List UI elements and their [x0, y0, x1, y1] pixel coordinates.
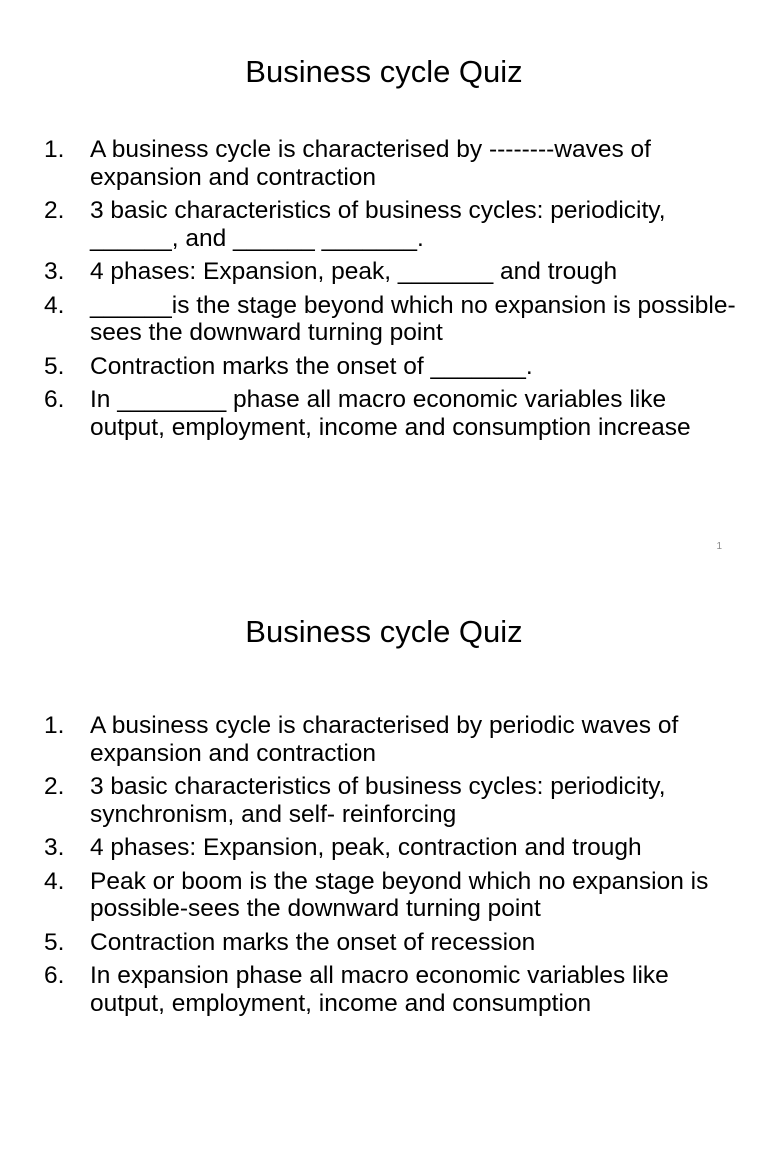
answer-list: [44, 712, 744, 1023]
question-text: Contraction marks the onset of _______.: [90, 352, 533, 380]
question-number: 6.: [44, 386, 65, 413]
answer-item: [44, 773, 744, 828]
answer-text: In expansion phase all macro economic variables like output, employment, income and consumption: [90, 962, 669, 1017]
answer-number: 2.: [44, 773, 65, 800]
answer-number: 6.: [44, 962, 65, 989]
question-number: 4.: [44, 291, 65, 319]
answer-number: 4.: [44, 867, 65, 895]
answer-item: [44, 712, 744, 767]
question-item: [44, 136, 744, 191]
question-text: 4 phases: Expansion, peak, _______ and trough: [90, 258, 618, 285]
answer-item: [44, 868, 744, 923]
question-text: 3 basic characteristics of business cycles: periodicity, ______, and ______ _______.: [90, 197, 666, 252]
answer-text: Contraction marks the onset of recession: [90, 928, 536, 956]
answer-number: 5.: [44, 928, 65, 956]
answer-number: 3.: [44, 834, 65, 861]
answer-item: [44, 834, 744, 862]
question-item: [44, 197, 744, 252]
answer-text: A business cycle is characterised by periodic waves of expansion and contraction: [90, 712, 679, 767]
answer-text: 3 basic characteristics of business cycles: periodicity, synchronism, and self- reinforcing: [90, 773, 666, 828]
answer-slide: [0, 576, 768, 1152]
question-text: In ________ phase all macro economic variables like output, employment, income and consumption increase: [90, 386, 691, 441]
answer-text: 4 phases: Expansion, peak, contraction and trough: [90, 834, 642, 861]
question-item: [44, 258, 744, 286]
slide-title: Business cycle Quiz: [245, 54, 523, 89]
question-number: 1.: [44, 136, 65, 163]
answer-item: [44, 962, 744, 1017]
question-number: 2.: [44, 197, 65, 224]
question-list: [44, 136, 744, 447]
question-item: [44, 386, 744, 441]
answer-item: [44, 929, 744, 957]
question-item: [44, 292, 744, 347]
answer-number: 1.: [44, 712, 65, 739]
question-number: 3.: [44, 258, 65, 285]
question-item: [44, 353, 744, 381]
answer-text: Peak or boom is the stage beyond which no expansion is possible-sees the downward turning point: [90, 867, 709, 922]
question-text: ______is the stage beyond which no expansion is possible-sees the downward turning point: [90, 291, 736, 346]
page-number: 1: [716, 541, 722, 552]
slide-title: Business cycle Quiz: [245, 614, 523, 649]
question-text: A business cycle is characterised by --------waves of expansion and contraction: [90, 136, 651, 191]
question-number: 5.: [44, 352, 65, 380]
